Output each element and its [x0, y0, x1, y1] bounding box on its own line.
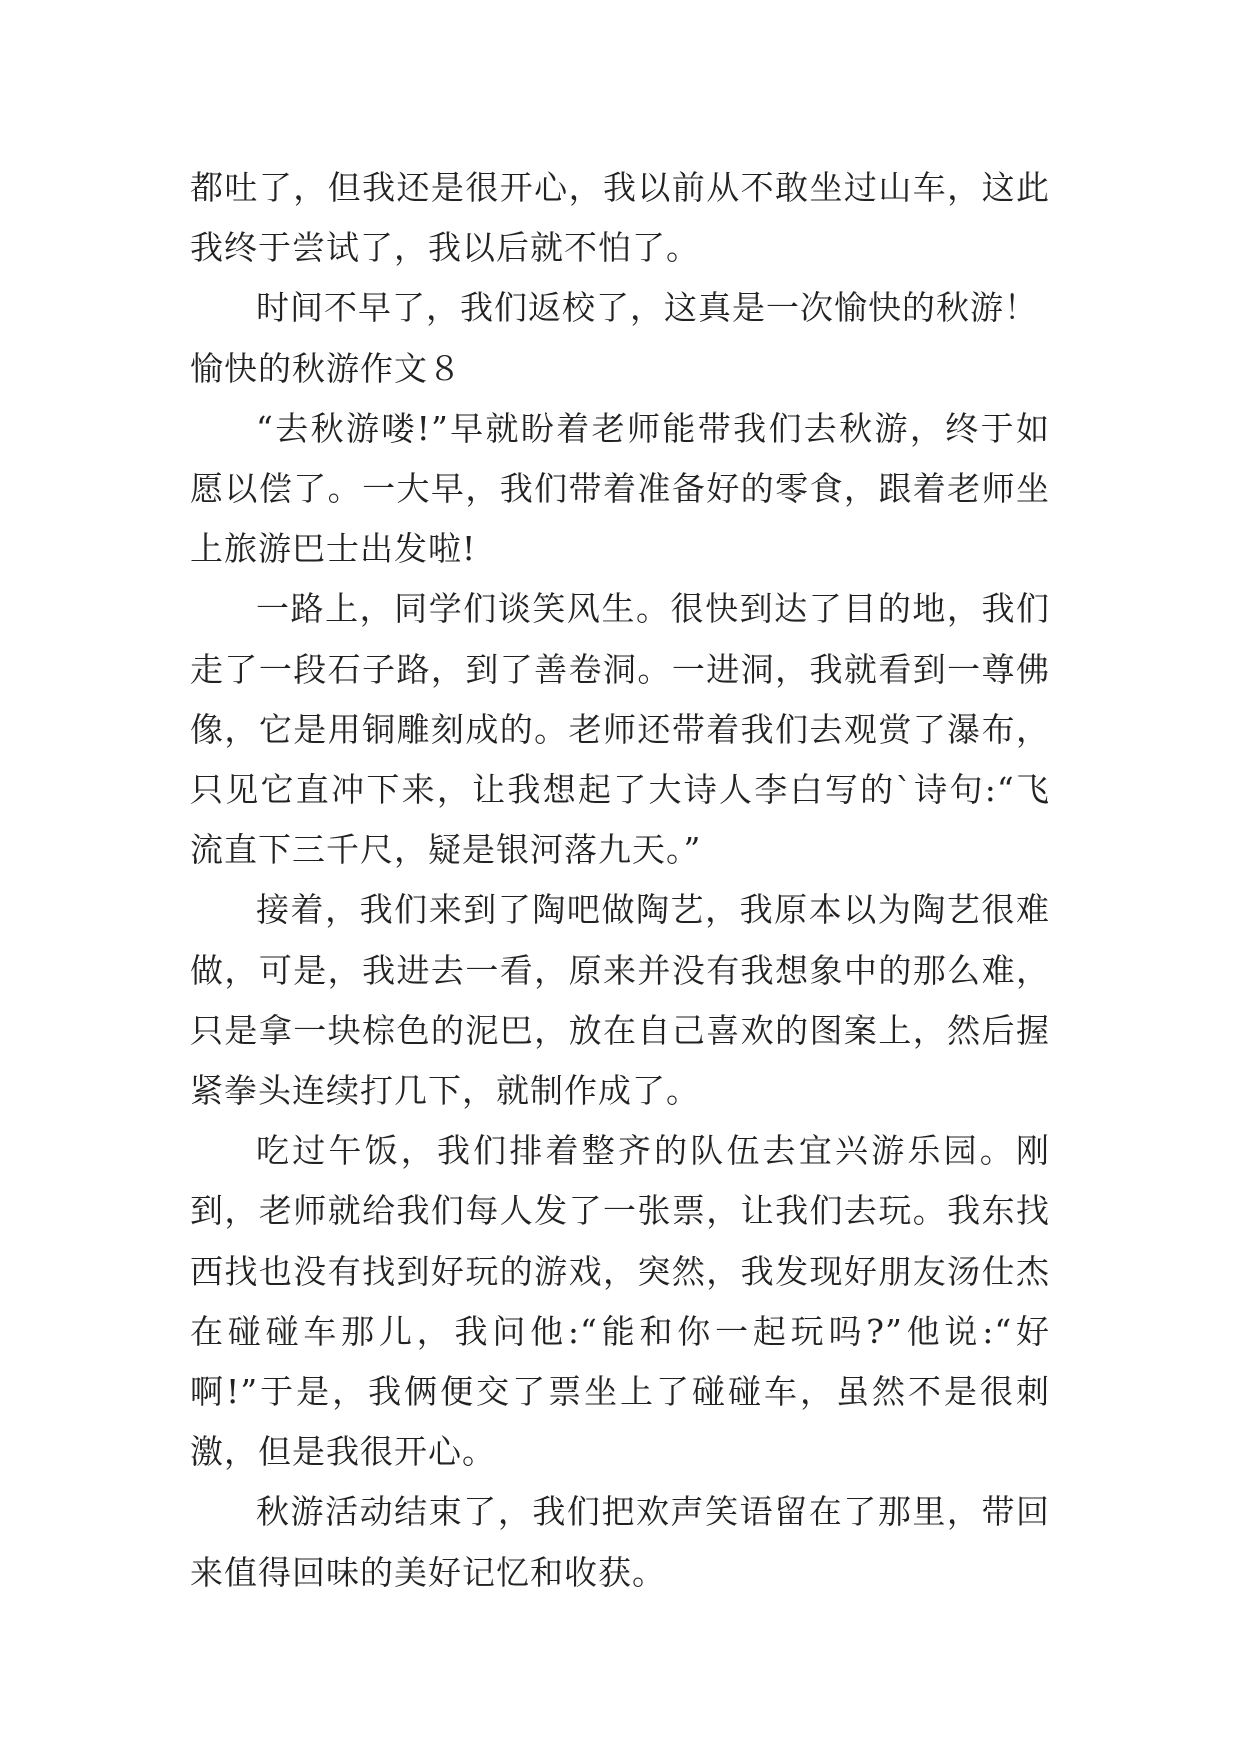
paragraph: 秋游活动结束了，我们把欢声笑语留在了那里，带回来值得回味的美好记忆和收获。 [190, 1492, 1050, 1592]
section-title: 愉快的秋游作文８ [190, 348, 462, 388]
paragraph: 接着，我们来到了陶吧做陶艺，我原本以为陶艺很难做，可是，我进去一看，原来并没有我想象中的那么难，只是拿一块棕色的泥巴，放在自己喜欢的图案上，然后握紧拳头连续打几下，就制作成了。 [190, 890, 1050, 1111]
paragraph: 吃过午饭，我们排着整齐的队伍去宜兴游乐园。刚到，老师就给我们每人发了一张票，让我们去玩。我东找西找也没有找到好玩的游戏，突然，我发现好朋友汤仕杰在碰碰车那儿，我问他:“能和你一起玩吗?”他说:“好啊!”于是，我俩便交了票坐上了碰碰车，虽然不是很刺激，但是我很开心。 [190, 1131, 1050, 1472]
paragraph: 一路上，同学们谈笑风生。很快到达了目的地，我们走了一段石子路，到了善卷洞。一进洞，我就看到一尊佛像，它是用铜雕刻成的。老师还带着我们去观赏了瀑布，只见它直冲下来，让我想起了大诗人李白写的`诗句:“飞流直下三千尺，疑是银河落九天。” [190, 589, 1050, 870]
paragraph: “去秋游喽!”早就盼着老师能带我们去秋游，终于如愿以偿了。一大早，我们带着准备好的零食，跟着老师坐上旅游巴士出发啦! [190, 408, 1050, 569]
paragraph: 时间不早了，我们返校了，这真是一次愉快的秋游！ [256, 288, 1038, 328]
document-body [190, 158, 1050, 1603]
paragraph: 都吐了，但我还是很开心，我以前从不敢坐过山车，这此我终于尝试了，我以后就不怕了。 [190, 168, 1050, 268]
